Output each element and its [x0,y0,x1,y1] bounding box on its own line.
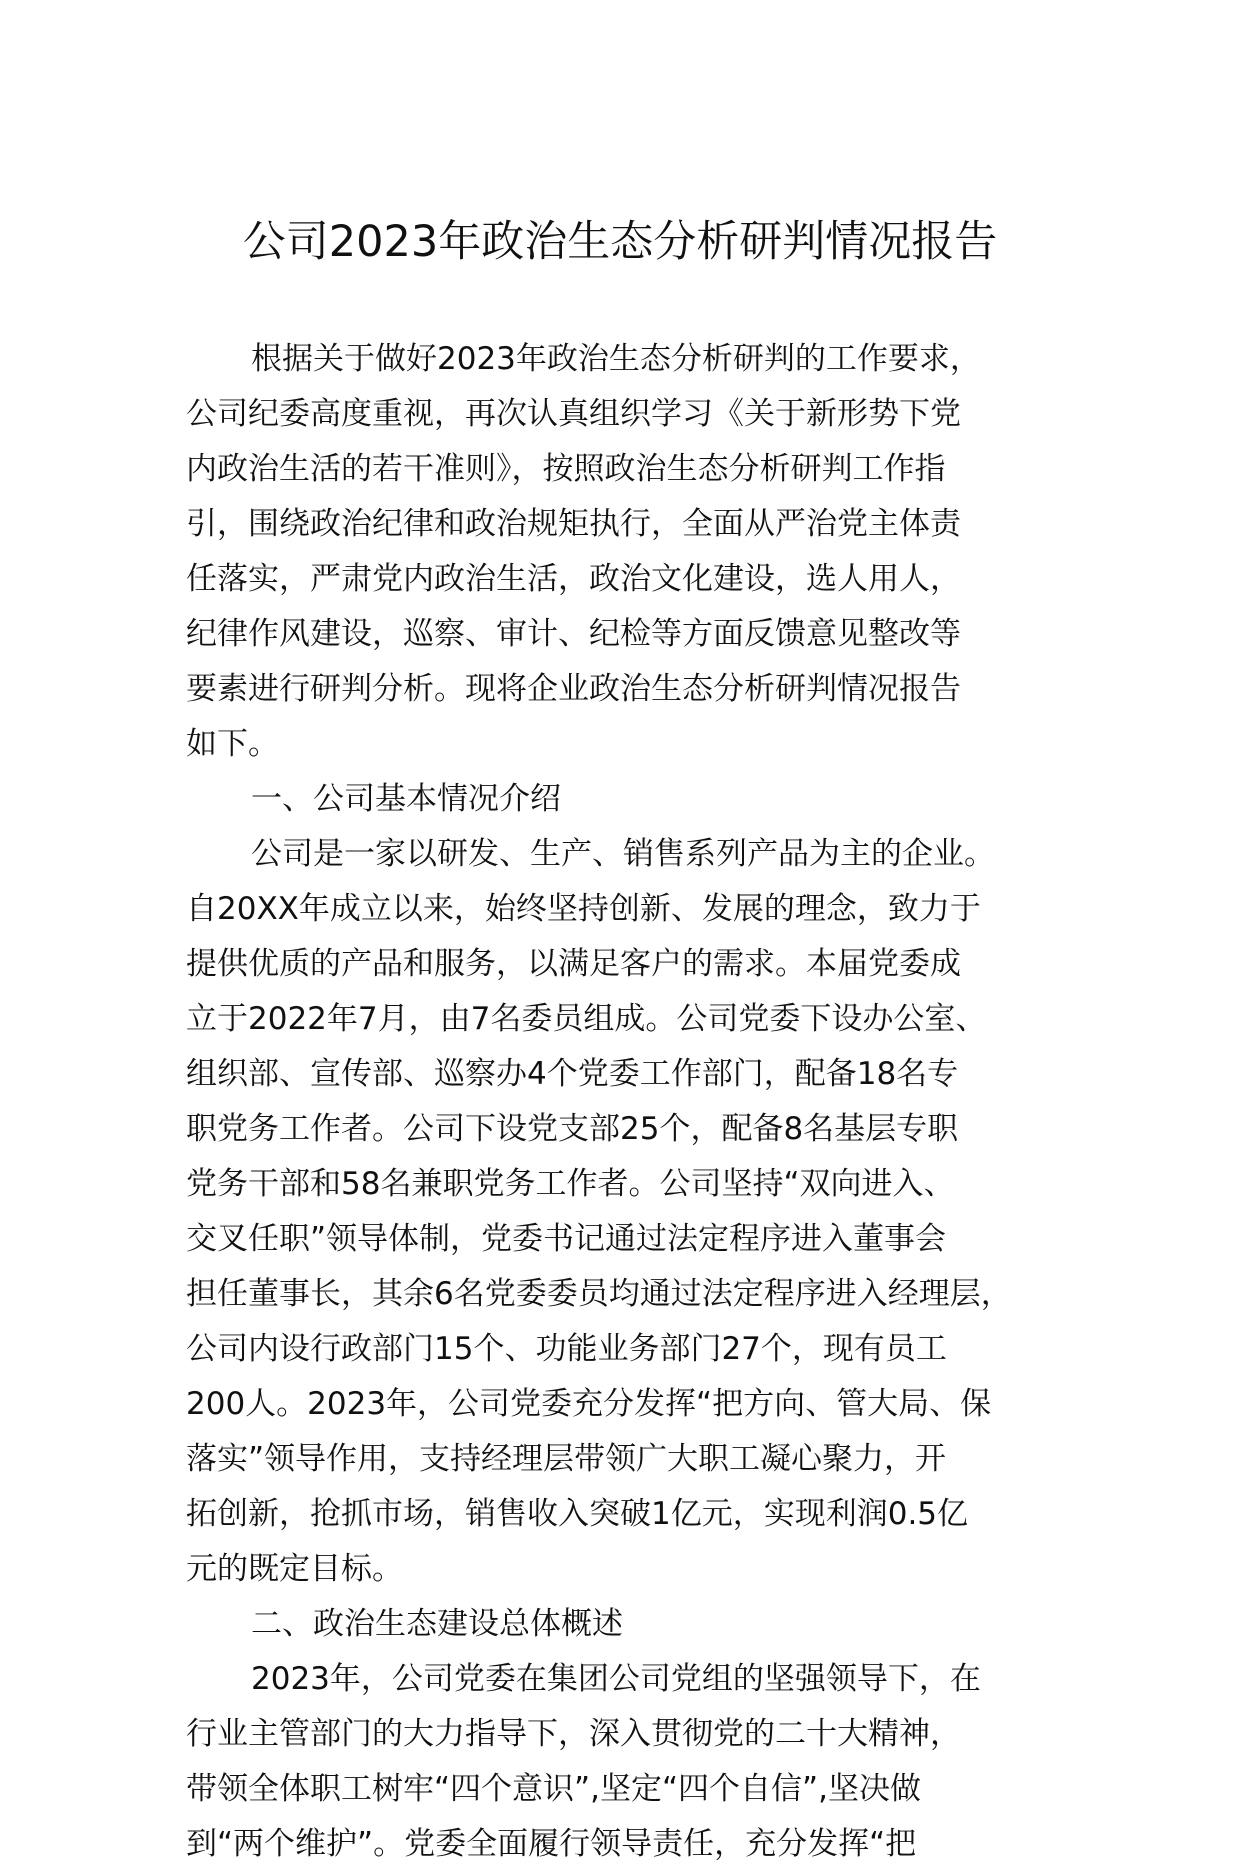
paragraph-line: 拓创新，抢抓市场，销售收入突破1亿元，实现利润0.5亿 [186,1496,969,1532]
paragraph-line: 如下。 [186,726,279,762]
paragraph-line: 要素进行研判分析。现将企业政治生态分析研判情况报告 [186,671,961,707]
paragraph-line: 带领全体职工树牢“四个意识”,坚定“四个自信”,坚决做 [186,1771,921,1807]
paragraph-line: 纪律作风建设，巡察、审计、纪检等方面反馈意见整改等 [186,616,961,652]
paragraph-line: 元的既定目标。 [186,1551,403,1587]
paragraph-line: 任落实，严肃党内政治生活，政治文化建设，选人用人， [186,561,961,597]
paragraph-line: 公司纪委高度重视，再次认真组织学习《关于新形势下党 [186,396,961,432]
paragraph-line: 行业主管部门的大力指导下，深入贯彻党的二十大精神， [186,1716,961,1752]
paragraph-line: 200人。2023年，公司党委充分发挥“把方向、管大局、保 [186,1386,992,1422]
paragraph-line: 组织部、宣传部、巡察办4个党委工作部门，配备18名专 [186,1056,959,1092]
document-body [186,332,1066,1872]
paragraph-line: 党务干部和58名兼职党务工作者。公司坚持“双向进入、 [186,1166,955,1202]
paragraph-line: 内政治生活的若干准则》，按照政治生态分析研判工作指 [186,451,946,487]
paragraph-line: 公司内设行政部门15个、功能业务部门27个，现有员工 [186,1331,947,1367]
paragraph-line: 落实”领导作用，支持经理层带领广大职工凝心聚力，开 [186,1441,947,1477]
paragraph-line: 提供优质的产品和服务，以满足客户的需求。本届党委成 [186,946,961,982]
section-heading: 二、政治生态建设总体概述 [251,1606,623,1642]
paragraph-line: 到“两个维护”。党委全面履行领导责任，充分发挥“把 [186,1826,917,1862]
paragraph-line: 2023年，公司党委在集团公司党组的坚强领导下，在 [251,1661,981,1697]
paragraph-line: 立于2022年7月，由7名委员组成。公司党委下设办公室、 [186,1001,987,1037]
paragraph-line: 自20XX年成立以来，始终坚持创新、发展的理念，致力于 [186,891,981,927]
paragraph-line: 担任董事长，其余6名党委委员均通过法定程序进入经理层， [186,1276,1012,1312]
paragraph-line: 公司是一家以研发、生产、销售系列产品为主的企业。 [251,836,995,872]
paragraph-line: 引，围绕政治纪律和政治规矩执行，全面从严治党主体责 [186,506,961,542]
section-heading: 一、公司基本情况介绍 [251,781,561,817]
paragraph-line: 职党务工作者。公司下设党支部25个，配备8名基层专职 [186,1111,959,1147]
document-title: 公司2023年政治生态分析研判情况报告 [242,217,998,267]
paragraph-line: 根据关于做好2023年政治生态分析研判的工作要求， [251,341,981,377]
paragraph-line: 交叉任职”领导体制，党委书记通过法定程序进入董事会 [186,1221,947,1257]
